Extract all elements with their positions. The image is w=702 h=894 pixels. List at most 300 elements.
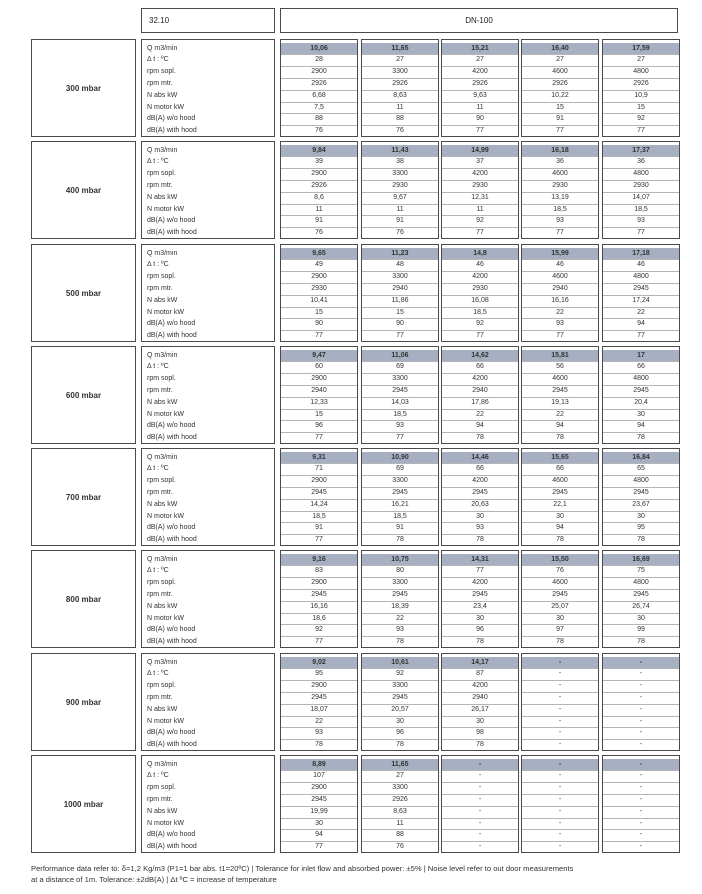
value-cell: 78 bbox=[396, 536, 404, 544]
value-cell: 16,16 bbox=[551, 296, 569, 304]
value-cell: 76 bbox=[396, 843, 404, 851]
row-label: dB(A) w/o hood bbox=[147, 320, 196, 328]
flow-cell: 16,40 bbox=[522, 43, 598, 55]
row-label: Q m3/min bbox=[147, 555, 178, 563]
flow-cell: 15,50 bbox=[522, 554, 598, 566]
value-cell: 27 bbox=[556, 56, 564, 64]
value-cell: 10,22 bbox=[551, 91, 569, 99]
value-cell: 22,1 bbox=[553, 500, 567, 508]
row-label-column bbox=[141, 448, 275, 546]
data-column bbox=[602, 653, 680, 751]
value-cell: 17,24 bbox=[632, 296, 650, 304]
data-column bbox=[280, 39, 358, 137]
value-cell: 27 bbox=[476, 56, 484, 64]
row-label: Q m3/min bbox=[147, 351, 178, 359]
value-cell: 8,63 bbox=[393, 807, 407, 815]
flow-cell: 16,69 bbox=[603, 554, 679, 566]
data-column bbox=[521, 448, 599, 546]
value-cell: 7,5 bbox=[314, 103, 324, 111]
row-label: rpm sopl. bbox=[147, 273, 176, 281]
row-label: N abs kW bbox=[147, 398, 178, 406]
pressure-group bbox=[31, 244, 678, 342]
data-column bbox=[521, 244, 599, 342]
row-label: dB(A) with hood bbox=[147, 434, 197, 442]
value-cell: - bbox=[639, 772, 643, 780]
value-cell: 2926 bbox=[633, 79, 649, 87]
value-cell: 2945 bbox=[392, 386, 408, 394]
value-cell: 83 bbox=[315, 567, 323, 575]
value-cell: 77 bbox=[556, 332, 564, 340]
value-cell: 2900 bbox=[311, 68, 327, 76]
data-column bbox=[280, 653, 358, 751]
value-cell: 18,07 bbox=[310, 705, 328, 713]
value-cell: - bbox=[478, 807, 482, 815]
value-cell: 77 bbox=[476, 567, 484, 575]
flow-cell: 14,99 bbox=[442, 145, 518, 157]
value-cell: - bbox=[639, 741, 643, 749]
value-cell: 77 bbox=[476, 127, 484, 135]
value-cell: 30 bbox=[476, 512, 484, 520]
row-label-column bbox=[141, 346, 275, 444]
value-cell: 22 bbox=[476, 410, 484, 418]
flow-cell: 15,99 bbox=[522, 248, 598, 260]
row-label: dB(A) with hood bbox=[147, 229, 197, 237]
value-cell: 30 bbox=[476, 717, 484, 725]
flow-cell: 9,65 bbox=[281, 248, 357, 260]
flow-cell: 16,84 bbox=[603, 452, 679, 464]
pressure-label: 300 mbar bbox=[31, 39, 136, 137]
row-label: rpm mtr. bbox=[147, 795, 173, 803]
row-label: N motor kW bbox=[147, 614, 184, 622]
value-cell: 12,31 bbox=[471, 193, 489, 201]
value-cell: 3300 bbox=[392, 784, 408, 792]
value-cell: - bbox=[639, 843, 643, 851]
value-cell: 76 bbox=[396, 127, 404, 135]
value-cell: 2945 bbox=[633, 488, 649, 496]
row-label: Δ t : ºC bbox=[147, 567, 169, 575]
value-cell: 30 bbox=[637, 512, 645, 520]
value-cell: 18,5 bbox=[553, 205, 567, 213]
data-column bbox=[280, 448, 358, 546]
value-cell: 3300 bbox=[392, 273, 408, 281]
value-cell: 23,67 bbox=[632, 500, 650, 508]
value-cell: - bbox=[558, 670, 562, 678]
data-column bbox=[441, 244, 519, 342]
value-cell: 95 bbox=[315, 670, 323, 678]
value-cell: 2945 bbox=[552, 488, 568, 496]
value-cell: 4200 bbox=[472, 68, 488, 76]
value-cell: 90 bbox=[396, 320, 404, 328]
row-label: N abs kW bbox=[147, 705, 178, 713]
value-cell: 71 bbox=[315, 465, 323, 473]
value-cell: 107 bbox=[313, 772, 325, 780]
pressure-label: 400 mbar bbox=[31, 141, 136, 239]
row-label-column bbox=[141, 755, 275, 853]
data-column bbox=[521, 39, 599, 137]
flow-cell: 15,65 bbox=[522, 452, 598, 464]
row-label: Δ t : ºC bbox=[147, 56, 169, 64]
value-cell: 27 bbox=[396, 772, 404, 780]
data-column bbox=[441, 141, 519, 239]
pressure-group bbox=[31, 653, 678, 751]
model-header bbox=[141, 8, 275, 33]
value-cell: 11 bbox=[396, 205, 404, 213]
row-label: dB(A) with hood bbox=[147, 536, 197, 544]
row-label: rpm mtr. bbox=[147, 284, 173, 292]
value-cell: 22 bbox=[315, 717, 323, 725]
row-label: Δ t : ºC bbox=[147, 465, 169, 473]
value-cell: 96 bbox=[476, 626, 484, 634]
value-cell: 4600 bbox=[552, 273, 568, 281]
value-cell: 78 bbox=[476, 434, 484, 442]
row-label: rpm mtr. bbox=[147, 590, 173, 598]
value-cell: 77 bbox=[637, 127, 645, 135]
data-column bbox=[441, 39, 519, 137]
row-label: N motor kW bbox=[147, 205, 184, 213]
pressure-label: 900 mbar bbox=[31, 653, 136, 751]
value-cell: 90 bbox=[315, 320, 323, 328]
value-cell: 4200 bbox=[472, 170, 488, 178]
row-label: rpm mtr. bbox=[147, 386, 173, 394]
pressure-group bbox=[31, 448, 678, 546]
flow-cell: 11,65 bbox=[362, 759, 438, 771]
value-cell: 4600 bbox=[552, 579, 568, 587]
row-label: Q m3/min bbox=[147, 760, 178, 768]
row-label: N motor kW bbox=[147, 410, 184, 418]
value-cell: 77 bbox=[396, 332, 404, 340]
value-cell: 4600 bbox=[552, 375, 568, 383]
value-cell: 2945 bbox=[633, 284, 649, 292]
value-cell: - bbox=[558, 705, 562, 713]
footnote bbox=[31, 863, 691, 885]
value-cell: 76 bbox=[396, 229, 404, 237]
nozzle-header bbox=[280, 8, 678, 33]
value-cell: 19,99 bbox=[310, 807, 328, 815]
value-cell: 4200 bbox=[472, 477, 488, 485]
value-cell: - bbox=[558, 807, 562, 815]
value-cell: 92 bbox=[396, 670, 404, 678]
row-label: rpm sopl. bbox=[147, 375, 176, 383]
flow-cell: 17 bbox=[603, 350, 679, 362]
value-cell: 93 bbox=[396, 626, 404, 634]
value-cell: - bbox=[478, 784, 482, 792]
value-cell: 16,16 bbox=[310, 602, 328, 610]
value-cell: 2926 bbox=[552, 79, 568, 87]
value-cell: 4600 bbox=[552, 170, 568, 178]
value-cell: 30 bbox=[315, 819, 323, 827]
value-cell: 78 bbox=[396, 638, 404, 646]
value-cell: 2930 bbox=[633, 181, 649, 189]
value-cell: 9,67 bbox=[393, 193, 407, 201]
value-cell: - bbox=[478, 843, 482, 851]
value-cell: 2945 bbox=[472, 590, 488, 598]
value-cell: 18,5 bbox=[634, 205, 648, 213]
value-cell: 97 bbox=[556, 626, 564, 634]
value-cell: 2940 bbox=[311, 386, 327, 394]
value-cell: 20,57 bbox=[391, 705, 409, 713]
value-cell: - bbox=[639, 807, 643, 815]
value-cell: 15 bbox=[315, 410, 323, 418]
value-cell: 4200 bbox=[472, 682, 488, 690]
row-label: N abs kW bbox=[147, 500, 178, 508]
value-cell: 4800 bbox=[633, 579, 649, 587]
value-cell: 18,5 bbox=[393, 512, 407, 520]
value-cell: 77 bbox=[315, 332, 323, 340]
value-cell: 77 bbox=[476, 229, 484, 237]
value-cell: 2945 bbox=[311, 795, 327, 803]
value-cell: 2945 bbox=[311, 693, 327, 701]
row-label: rpm mtr. bbox=[147, 79, 173, 87]
value-cell: 93 bbox=[556, 320, 564, 328]
flow-cell: 14,17 bbox=[442, 657, 518, 669]
value-cell: 75 bbox=[637, 567, 645, 575]
value-cell: - bbox=[639, 717, 643, 725]
value-cell: 2940 bbox=[472, 693, 488, 701]
value-cell: - bbox=[639, 784, 643, 792]
value-cell: 3300 bbox=[392, 375, 408, 383]
value-cell: 27 bbox=[637, 56, 645, 64]
value-cell: 2900 bbox=[311, 375, 327, 383]
value-cell: 2926 bbox=[311, 79, 327, 87]
value-cell: 16,21 bbox=[391, 500, 409, 508]
value-cell: 2945 bbox=[392, 693, 408, 701]
value-cell: 93 bbox=[315, 729, 323, 737]
row-label: dB(A) w/o hood bbox=[147, 524, 196, 532]
value-cell: 12,33 bbox=[310, 398, 328, 406]
value-cell: 99 bbox=[637, 626, 645, 634]
value-cell: 14,07 bbox=[632, 193, 650, 201]
value-cell: 2900 bbox=[311, 682, 327, 690]
value-cell: 98 bbox=[476, 729, 484, 737]
row-label: Q m3/min bbox=[147, 453, 178, 461]
flow-cell: 9,16 bbox=[281, 554, 357, 566]
value-cell: 10,9 bbox=[634, 91, 648, 99]
value-cell: 16,08 bbox=[471, 296, 489, 304]
flow-cell: 14,8 bbox=[442, 248, 518, 260]
row-label: rpm sopl. bbox=[147, 170, 176, 178]
value-cell: 94 bbox=[556, 524, 564, 532]
data-column bbox=[280, 346, 358, 444]
value-cell: 22 bbox=[556, 410, 564, 418]
value-cell: 2930 bbox=[552, 181, 568, 189]
value-cell: 6,68 bbox=[312, 91, 326, 99]
value-cell: 3300 bbox=[392, 170, 408, 178]
value-cell: 77 bbox=[315, 536, 323, 544]
value-cell: 77 bbox=[315, 434, 323, 442]
data-column bbox=[441, 448, 519, 546]
row-label: N abs kW bbox=[147, 193, 178, 201]
value-cell: 78 bbox=[476, 536, 484, 544]
value-cell: - bbox=[478, 772, 482, 780]
value-cell: 14,03 bbox=[391, 398, 409, 406]
value-cell: 27 bbox=[396, 56, 404, 64]
row-label: dB(A) with hood bbox=[147, 843, 197, 851]
value-cell: - bbox=[639, 693, 643, 701]
pressure-label: 500 mbar bbox=[31, 244, 136, 342]
value-cell: 69 bbox=[396, 465, 404, 473]
flow-cell: - bbox=[522, 657, 598, 669]
value-cell: 2900 bbox=[311, 170, 327, 178]
value-cell: 4800 bbox=[633, 375, 649, 383]
value-cell: - bbox=[558, 784, 562, 792]
value-cell: 95 bbox=[637, 524, 645, 532]
value-cell: 4800 bbox=[633, 477, 649, 485]
pressure-label: 700 mbar bbox=[31, 448, 136, 546]
flow-cell: 11,23 bbox=[362, 248, 438, 260]
row-label: N abs kW bbox=[147, 807, 178, 815]
value-cell: 14,24 bbox=[310, 500, 328, 508]
value-cell: 4800 bbox=[633, 170, 649, 178]
value-cell: - bbox=[639, 795, 643, 803]
data-column bbox=[521, 346, 599, 444]
value-cell: 90 bbox=[476, 115, 484, 123]
row-label: dB(A) w/o hood bbox=[147, 729, 196, 737]
value-cell: 92 bbox=[476, 320, 484, 328]
value-cell: - bbox=[558, 741, 562, 749]
value-cell: 18,39 bbox=[391, 602, 409, 610]
value-cell: 78 bbox=[476, 741, 484, 749]
value-cell: 15 bbox=[396, 308, 404, 316]
value-cell: 92 bbox=[637, 115, 645, 123]
value-cell: 17,86 bbox=[471, 398, 489, 406]
value-cell: 36 bbox=[637, 158, 645, 166]
row-label: dB(A) w/o hood bbox=[147, 422, 196, 430]
row-label: Δ t : ºC bbox=[147, 261, 169, 269]
pressure-group bbox=[31, 755, 678, 853]
value-cell: 94 bbox=[476, 422, 484, 430]
row-label-column bbox=[141, 39, 275, 137]
data-column bbox=[361, 550, 439, 648]
row-label-column bbox=[141, 653, 275, 751]
value-cell: 26,17 bbox=[471, 705, 489, 713]
value-cell: - bbox=[558, 795, 562, 803]
data-column bbox=[602, 550, 680, 648]
value-cell: 30 bbox=[396, 717, 404, 725]
flow-cell: 11,43 bbox=[362, 145, 438, 157]
row-label-column bbox=[141, 550, 275, 648]
row-label: dB(A) w/o hood bbox=[147, 626, 196, 634]
value-cell: 2945 bbox=[311, 590, 327, 598]
value-cell: 77 bbox=[315, 843, 323, 851]
row-label: N motor kW bbox=[147, 103, 184, 111]
value-cell: 30 bbox=[556, 512, 564, 520]
value-cell: 3300 bbox=[392, 477, 408, 485]
value-cell: 78 bbox=[556, 536, 564, 544]
value-cell: 78 bbox=[637, 638, 645, 646]
value-cell: 76 bbox=[556, 567, 564, 575]
value-cell: 2926 bbox=[311, 181, 327, 189]
row-label: rpm mtr. bbox=[147, 488, 173, 496]
row-label: rpm mtr. bbox=[147, 693, 173, 701]
value-cell: 39 bbox=[315, 158, 323, 166]
value-cell: 77 bbox=[315, 638, 323, 646]
row-label: Q m3/min bbox=[147, 44, 178, 52]
value-cell: 93 bbox=[396, 422, 404, 430]
value-cell: 15 bbox=[556, 103, 564, 111]
value-cell: 77 bbox=[556, 127, 564, 135]
value-cell: - bbox=[558, 693, 562, 701]
row-label: N motor kW bbox=[147, 717, 184, 725]
value-cell: 2945 bbox=[311, 488, 327, 496]
value-cell: 4600 bbox=[552, 68, 568, 76]
data-column bbox=[361, 244, 439, 342]
value-cell: 2945 bbox=[392, 590, 408, 598]
flow-cell: 9,02 bbox=[281, 657, 357, 669]
value-cell: 87 bbox=[476, 670, 484, 678]
flow-cell: 11,06 bbox=[362, 350, 438, 362]
data-column bbox=[361, 448, 439, 546]
pressure-group bbox=[31, 346, 678, 444]
row-label: N abs kW bbox=[147, 602, 178, 610]
value-cell: 91 bbox=[315, 217, 323, 225]
value-cell: 93 bbox=[556, 217, 564, 225]
value-cell: 3300 bbox=[392, 682, 408, 690]
value-cell: 11 bbox=[315, 205, 323, 213]
pressure-label: 800 mbar bbox=[31, 550, 136, 648]
value-cell: 65 bbox=[637, 465, 645, 473]
value-cell: 49 bbox=[315, 261, 323, 269]
row-label: dB(A) w/o hood bbox=[147, 115, 196, 123]
value-cell: 46 bbox=[556, 261, 564, 269]
row-label: Δ t : ºC bbox=[147, 670, 169, 678]
value-cell: - bbox=[639, 670, 643, 678]
row-label: N motor kW bbox=[147, 512, 184, 520]
value-cell: 2926 bbox=[472, 79, 488, 87]
value-cell: 78 bbox=[315, 741, 323, 749]
value-cell: 66 bbox=[637, 363, 645, 371]
flow-cell: - bbox=[603, 657, 679, 669]
data-column bbox=[361, 346, 439, 444]
value-cell: 92 bbox=[315, 626, 323, 634]
nozzle-label: DN-100 bbox=[465, 16, 493, 25]
value-cell: - bbox=[478, 795, 482, 803]
data-column bbox=[602, 346, 680, 444]
row-label: N abs kW bbox=[147, 296, 178, 304]
value-cell: 4600 bbox=[552, 477, 568, 485]
value-cell: 2900 bbox=[311, 273, 327, 281]
pressure-label: 600 mbar bbox=[31, 346, 136, 444]
value-cell: - bbox=[558, 682, 562, 690]
flow-cell: 11,65 bbox=[362, 43, 438, 55]
value-cell: 11 bbox=[396, 103, 404, 111]
value-cell: 48 bbox=[396, 261, 404, 269]
value-cell: 94 bbox=[315, 831, 323, 839]
row-label: dB(A) w/o hood bbox=[147, 217, 196, 225]
row-label: dB(A) with hood bbox=[147, 638, 197, 646]
value-cell: 66 bbox=[476, 465, 484, 473]
row-label: dB(A) w/o hood bbox=[147, 831, 196, 839]
value-cell: 11,86 bbox=[391, 296, 409, 304]
value-cell: 94 bbox=[637, 320, 645, 328]
row-label: Q m3/min bbox=[147, 249, 178, 257]
value-cell: - bbox=[558, 831, 562, 839]
value-cell: 93 bbox=[476, 524, 484, 532]
data-column bbox=[280, 244, 358, 342]
row-label: N motor kW bbox=[147, 308, 184, 316]
value-cell: 2926 bbox=[392, 79, 408, 87]
value-cell: - bbox=[639, 682, 643, 690]
value-cell: 78 bbox=[476, 638, 484, 646]
flow-cell: 10,75 bbox=[362, 554, 438, 566]
value-cell: 69 bbox=[396, 363, 404, 371]
value-cell: 18,5 bbox=[312, 512, 326, 520]
value-cell: 18,6 bbox=[312, 614, 326, 622]
value-cell: 66 bbox=[476, 363, 484, 371]
value-cell: 60 bbox=[315, 363, 323, 371]
value-cell: 30 bbox=[637, 614, 645, 622]
value-cell: 77 bbox=[396, 434, 404, 442]
flow-cell: 15,21 bbox=[442, 43, 518, 55]
